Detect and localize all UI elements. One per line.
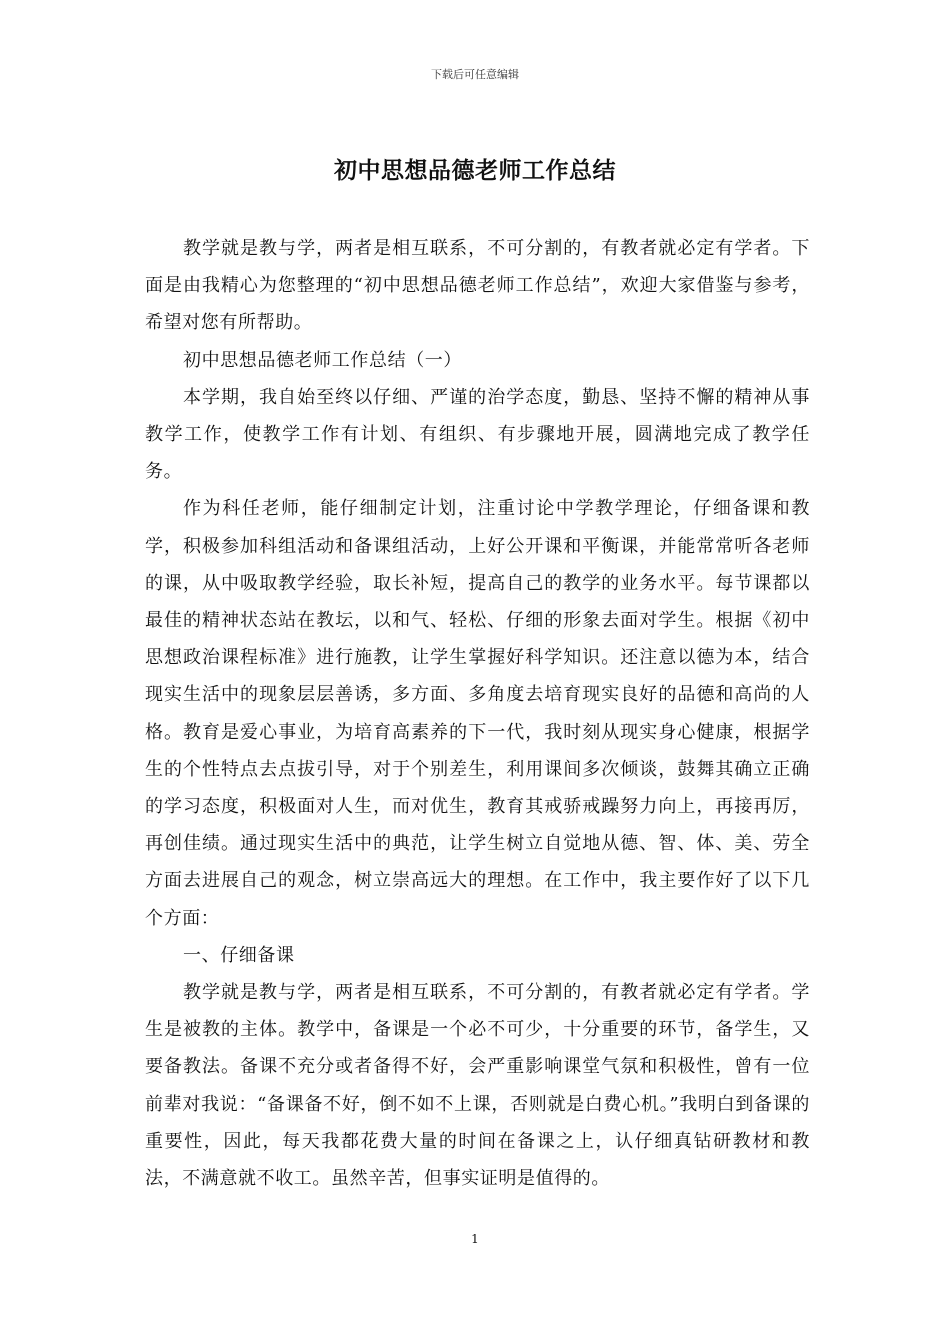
body-paragraph: 教学就是教与学，两者是相互联系，不可分割的，有教者就必定有学者。学生是被教的主体。教学中，备课是一个必不可少，十分重要的环节，备学生，又要备教法。备课不充分或者备得不好，会严重影响课堂气氛和积极性，曾有一位前辈对我说：“备课备不好，倒不如不上课，否则就是白费心机。”我明白到备课的重要性，因此，每天我都花费大量的时间在备课之上，认仔细真钻研教材和教法，不满意就不收工。虽然辛苦，但事实证明是值得的。 — [145, 982, 810, 1190]
subsection-heading: 一、仔细备课 — [183, 944, 295, 966]
body-paragraph: 作为科任老师，能仔细制定计划，注重讨论中学教学理论，仔细备课和教学，积极参加科组活动和备课组活动，上好公开课和平衡课，并能常常听各老师的课，从中吸取教学经验，取长补短，提高自己的教学的业务水平。每节课都以最佳的精神状态站在教坛，以和气、轻松、仔细的形象去面对学生。根据《初中思想政治课程标准》进行施教，让学生掌握好科学知识。还注意以德为本，结合现实生活中的现象层层善诱，多方面、多角度去培育现实良好的品德和高尚的人格。教育是爱心事业，为培育高素养的下一代，我时刻从现实身心健康，根据学生的个性特点去点拔引导，对于个别差生，利用课间多次倾谈，鼓舞其确立正确的学习态度，积极面对人生，而对优生，教育其戒骄戒躁努力向上，再接再厉，再创佳绩。通过现实生活中的典范，让学生树立自觉地从德、智、体、美、劳全方面去进展自己的观念，树立崇高远大的理想。在工作中，我主要作好了以下几个方面： — [145, 498, 810, 929]
intro-paragraph: 教学就是教与学，两者是相互联系，不可分割的，有教者就必定有学者。下面是由我精心为您整理的“初中思想品德老师工作总结”，欢迎大家借鉴与参考，希望对您有所帮助。 — [145, 238, 810, 334]
document-title: 初中思想品德老师工作总结 — [334, 157, 616, 184]
page-header: 下载后可任意编辑 — [431, 68, 519, 81]
body-paragraph: 本学期，我自始至终以仔细、严谨的治学态度，勤恳、坚持不懈的精神从事教学工作，使教学工作有计划、有组织、有步骤地开展，圆满地完成了教学任务。 — [145, 386, 810, 483]
document-body — [145, 230, 810, 1197]
section-heading-1: 初中思想品德老师工作总结（一） — [183, 349, 462, 371]
page-number: 1 — [471, 1232, 479, 1246]
